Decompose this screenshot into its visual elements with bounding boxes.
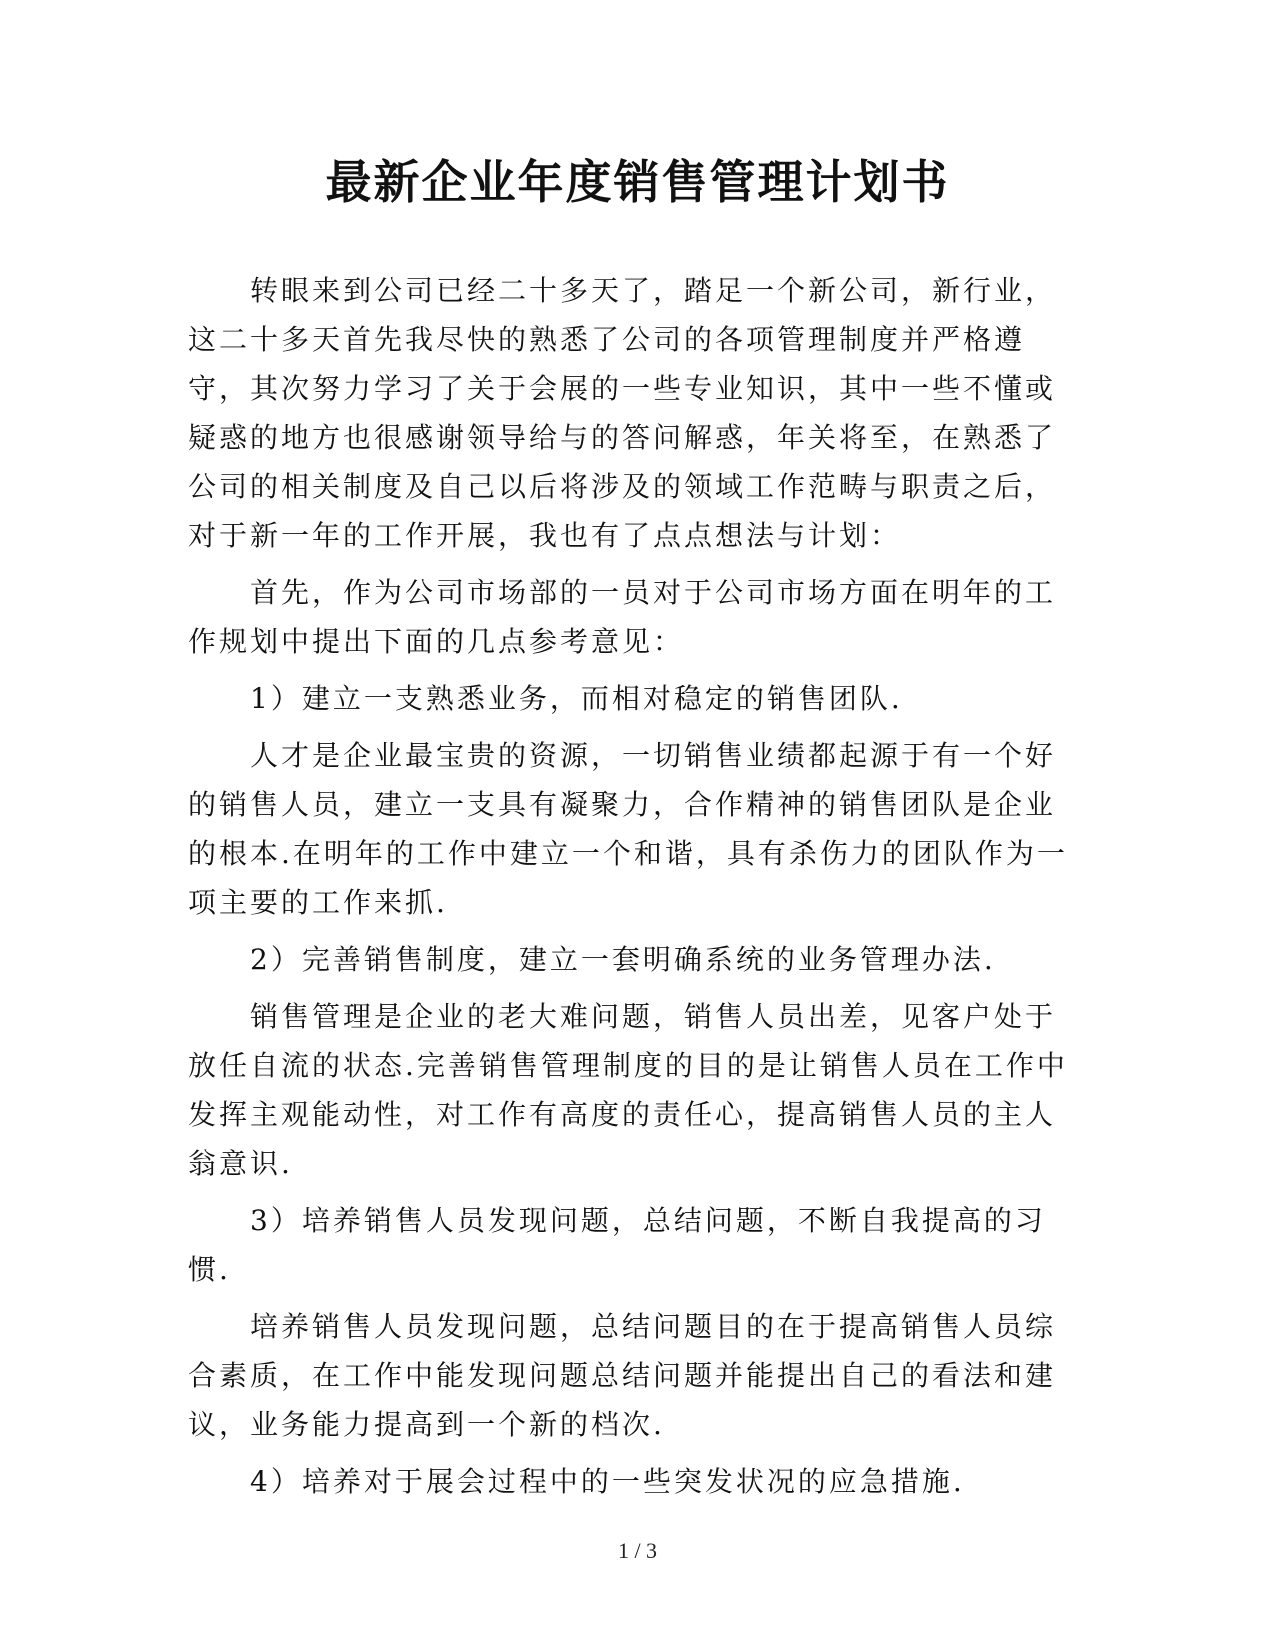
paragraph-item-1-heading: 1）建立一支熟悉业务，而相对稳定的销售团队.: [250, 682, 903, 715]
paragraph-suggestions-intro: 首先，作为公司市场部的一员对于公司市场方面在明年的工作规划中提出下面的几点参考意见：: [188, 576, 1057, 658]
paragraph-item-4-heading: 4）培养对于展会过程中的一些突发状况的应急措施.: [250, 1465, 965, 1498]
paragraph-item-3-heading: 3）培养销售人员发现问题，总结问题，不断自我提高的习惯.: [188, 1204, 1046, 1286]
paragraph-intro: 转眼来到公司已经二十多天了，踏足一个新公司，新行业，这二十多天首先我尽快的熟悉了公司的各项管理制度并严格遵守，其次努力学习了关于会展的一些专业知识，其中一些不懂或疑惑的地方也很感谢领导给与的答问解惑，年关将至，在熟悉了公司的相关制度及自己以后将涉及的领域工作范畴与职责之后，对于新一年的工作开展，我也有了点点想法与计划：: [188, 274, 1057, 552]
page-number: 1 / 3: [617, 1538, 658, 1563]
document-title: 最新企业年度销售管理计划书: [325, 155, 950, 209]
paragraph-item-2-heading: 2）完善销售制度，建立一套明确系统的业务管理办法.: [250, 943, 996, 976]
document-body: [188, 266, 1076, 1514]
paragraph-item-2-body: 销售管理是企业的老大难问题，销售人员出差，见客户处于放任自流的状态.完善销售管理制度的目的是让销售人员在工作中发挥主观能动性，对工作有高度的责任心，提高销售人员的主人翁意识.: [188, 1000, 1068, 1180]
paragraph-item-3-body: 培养销售人员发现问题，总结问题目的在于提高销售人员综合素质，在工作中能发现问题总结问题并能提出自己的看法和建议，业务能力提高到一个新的档次.: [188, 1310, 1057, 1441]
paragraph-item-1-body: 人才是企业最宝贵的资源，一切销售业绩都起源于有一个好的销售人员，建立一支具有凝聚力，合作精神的销售团队是企业的根本.在明年的工作中建立一个和谐，具有杀伤力的团队作为一项主要的工作来抓.: [188, 739, 1068, 919]
